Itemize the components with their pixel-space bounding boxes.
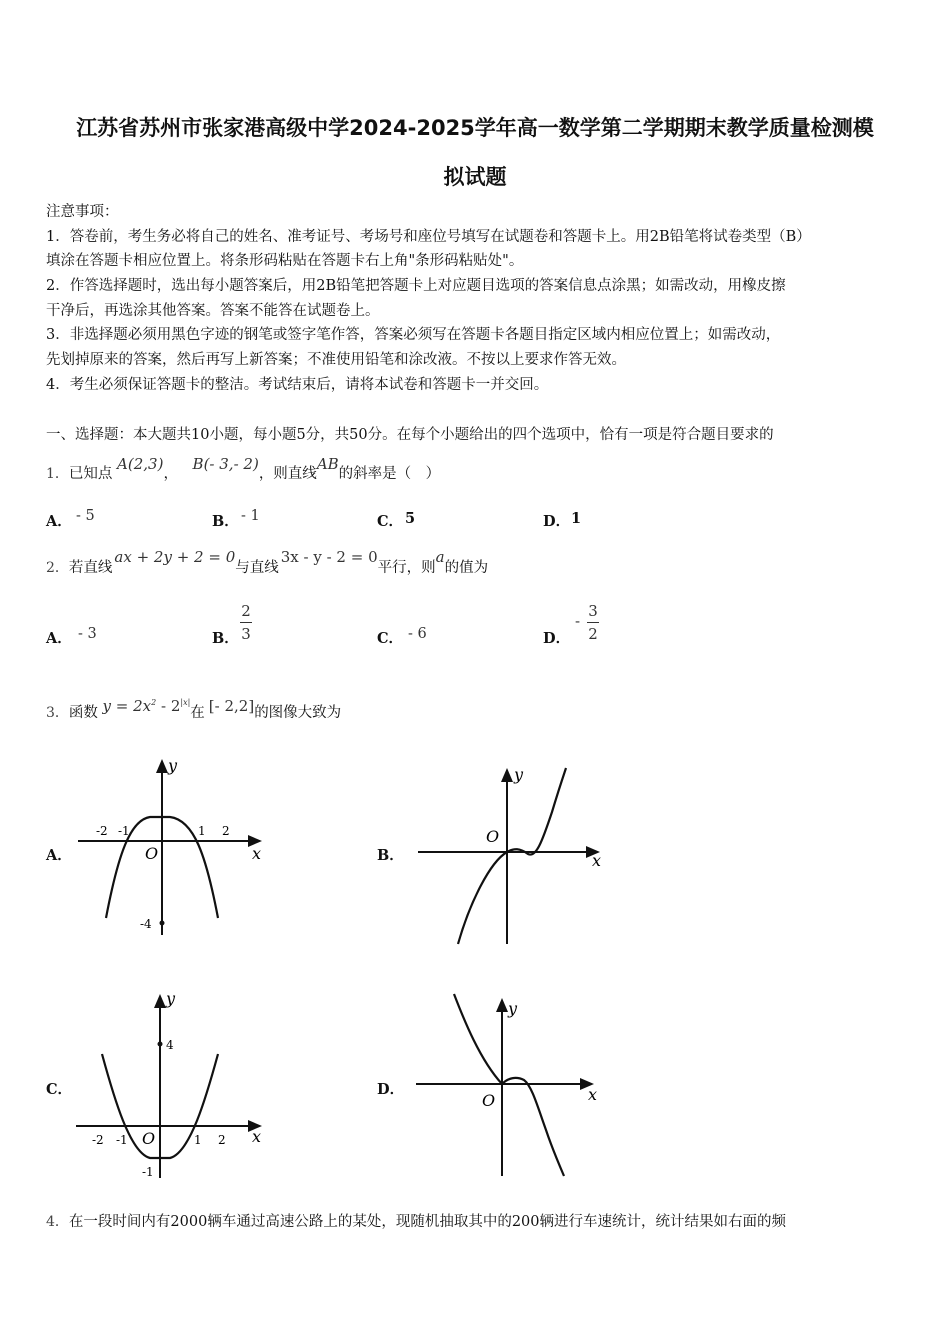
notice-line: 4．考生必须保证答题卡的整洁。考试结束后，请将本试卷和答题卡一并交回。 [46, 376, 549, 393]
point-b: B(- 3,- 2) [192, 455, 259, 473]
numerator: 3 [588, 602, 598, 620]
tick-mark [158, 1042, 163, 1047]
notice-heading: 注意事项： [46, 204, 119, 220]
question-3 [46, 697, 341, 725]
origin-label: O [145, 844, 159, 863]
q1-sep: ， [163, 466, 178, 482]
equation-2: 3x - y - 2 = 0 [280, 548, 378, 566]
q1-prefix: 已知点 [68, 466, 113, 482]
tick-label: 2 [222, 824, 230, 838]
tick-mark [160, 921, 165, 926]
option-label: B． [377, 847, 404, 864]
notice-line: 先划掉原来的答案，然后再写上新答案；不准使用铅笔和涂改液。不按以上要求作答无效。 [46, 352, 626, 369]
fraction-two-thirds [240, 602, 252, 643]
q3-suffix: 的图像大致为 [254, 705, 342, 721]
question-number: 1． [46, 466, 69, 482]
graph-d [410, 990, 610, 1180]
tick-label: 1 [198, 824, 206, 838]
variable-a: a [435, 548, 445, 566]
curve [458, 768, 566, 944]
y-axis-arrow [501, 768, 513, 782]
section-heading: 一、选择题：本大题共10小题，每小题5分，共50分。在每个小题给出的四个选项中，恰有一项是符合题目要求的 [46, 427, 774, 443]
question-number: 2． [46, 560, 69, 576]
option-label: C． [377, 630, 404, 647]
negative-sign: - [575, 612, 581, 630]
question-number: 3． [46, 705, 69, 721]
option-value: 1 [571, 510, 582, 527]
notice-line: 3．非选择题必须用黑色字迹的钢笔或签字笔作答，答案必须写在答题卡各题目指定区域内相应位置上；如需改动， [46, 327, 781, 344]
question-4 [46, 1210, 786, 1234]
tick-label: -2 [96, 824, 108, 838]
y-axis-label: y [514, 765, 524, 784]
question-number: 4． [46, 1214, 69, 1230]
equation-1: ax + 2y + 2 = 0 [114, 548, 236, 566]
option-label: B． [212, 513, 239, 530]
option-label: D． [543, 630, 571, 647]
notice-line: 2．作答选择题时，选出每小题答案后，用2B铅笔把答题卡上对应题目选项的答案信息点涂黑；如需改动，用橡皮擦 [46, 278, 786, 295]
notice-line: 1．答卷前，考生务必将自己的姓名、准考证号、考场号和座位号填写在试题卷和答题卡上。用2B铅笔将试卷类型（B） [46, 228, 811, 245]
q2-mid: 与直线 [235, 560, 279, 576]
fraction-three-halves [587, 602, 599, 643]
function-expression: $y = 2x^2 - 2^{|x|}$ [102, 697, 191, 715]
graph-b [410, 762, 610, 947]
origin-label: O [482, 1091, 496, 1110]
tick-label: -4 [140, 917, 152, 931]
y-axis-arrow [496, 998, 508, 1012]
x-axis-label: x [252, 1127, 262, 1146]
tick-label: -1 [118, 824, 130, 838]
origin-label: O [142, 1129, 156, 1148]
option-label: A． [46, 513, 72, 530]
tick-label: -1 [116, 1133, 128, 1147]
graph-c [70, 988, 270, 1183]
y-axis-label: y [508, 999, 518, 1018]
option-value: 5 [405, 510, 416, 527]
notice-line: 填涂在答题卡相应位置上。将条形码粘贴在答题卡右上角"条形码粘贴处"。 [46, 253, 524, 270]
option-label: B． [212, 630, 239, 647]
tick-label: -2 [92, 1133, 104, 1147]
q1-mid: ，则直线 [258, 466, 317, 482]
q1-suffix: 的斜率是（ ） [338, 466, 441, 482]
notice-line: 干净后，再选涂其他答案。答案不能答在试题卷上。 [46, 302, 380, 319]
option-label: A． [46, 847, 72, 864]
option-label: C． [377, 513, 404, 530]
option-value: - 5 [76, 508, 95, 524]
y-axis-label: y [168, 756, 178, 775]
tick-label: 4 [166, 1038, 174, 1052]
q2-suffix2: 的值为 [444, 560, 489, 576]
fraction-bar [240, 622, 252, 623]
graph-a [70, 755, 270, 940]
option-label: C． [46, 1081, 73, 1098]
denominator: 2 [588, 625, 598, 643]
line-ab: AB [316, 455, 339, 473]
q2-suffix: 平行，则 [377, 560, 436, 576]
y-axis-label: y [166, 989, 176, 1008]
option-value: - 3 [78, 626, 97, 642]
denominator: 3 [241, 625, 251, 643]
numerator: 2 [241, 602, 251, 620]
page-title-line2: 拟试题 [443, 165, 507, 189]
tick-label: 2 [218, 1133, 226, 1147]
option-label: D． [543, 513, 571, 530]
q4-text: 在一段时间内有2000辆车通过高速公路上的某处，现随机抽取其中的200辆进行车速统计，统计结果如右面的频 [68, 1214, 786, 1230]
origin-label: O [486, 827, 500, 846]
fraction-bar [587, 622, 599, 623]
y-axis-arrow [154, 994, 166, 1008]
tick-label: 1 [194, 1133, 202, 1147]
page-title-line1: 江苏省苏州市张家港高级中学2024-2025学年高一数学第二学期期末教学质量检测模 [76, 116, 874, 140]
question-1 [46, 455, 441, 486]
question-2 [46, 548, 489, 580]
option-value: - 1 [241, 508, 260, 524]
x-axis-label: x [588, 1085, 598, 1104]
x-axis-label: x [252, 844, 262, 863]
x-axis-label: x [592, 851, 602, 870]
tick-label: -1 [142, 1165, 154, 1179]
option-label: A． [46, 630, 72, 647]
notice-block [46, 200, 811, 398]
point-a: A(2,3) [117, 455, 164, 473]
q3-prefix: 函数 [68, 705, 98, 721]
option-value: - 6 [408, 626, 427, 642]
y-axis-arrow [156, 759, 168, 773]
interval: [- 2,2] [208, 697, 255, 715]
q3-in: 在 [190, 705, 205, 721]
option-label: D． [377, 1081, 405, 1098]
q2-prefix: 若直线 [68, 560, 113, 576]
